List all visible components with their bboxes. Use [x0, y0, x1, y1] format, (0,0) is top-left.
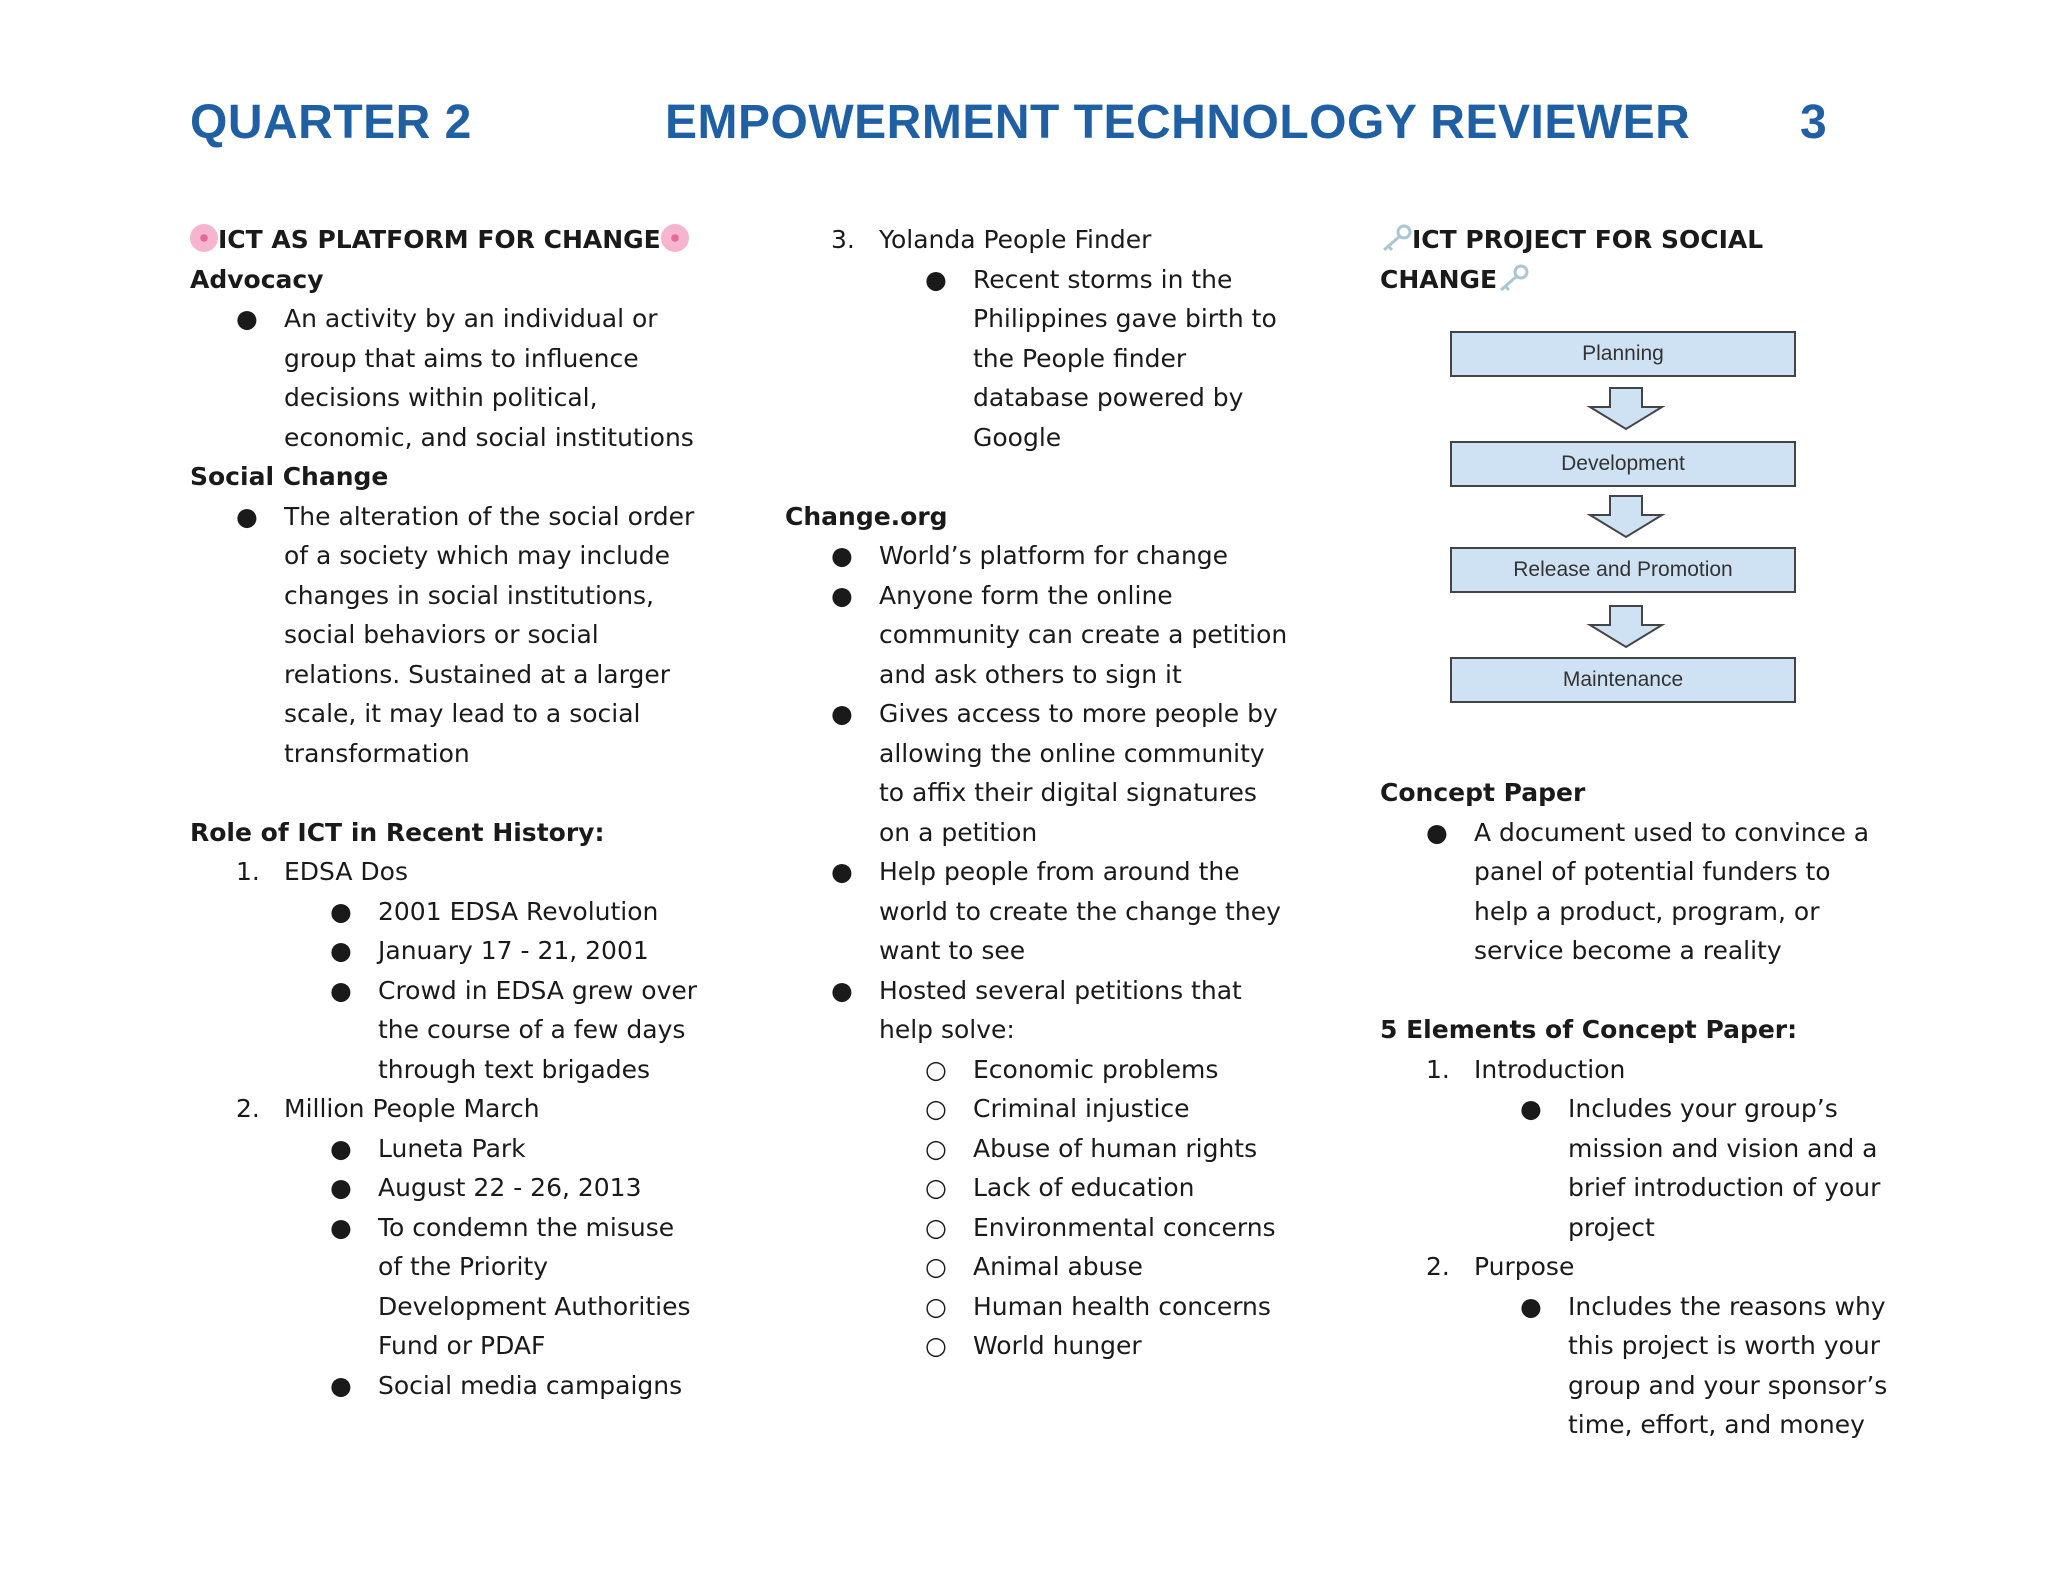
document-title: EMPOWERMENT TECHNOLOGY REVIEWER [665, 96, 1691, 149]
header-left: QUARTER 2 [190, 96, 472, 149]
list-item: the People finder [973, 343, 1187, 373]
key-icon [1380, 224, 1412, 252]
list-item: want to see [879, 936, 1026, 965]
hollow-bullet-icon: ○ [925, 1212, 947, 1242]
list-item: ● World’s platform for change [785, 536, 948, 576]
list-item: ● Social media campaigns [190, 1366, 689, 1406]
bullet-icon: ● [831, 541, 853, 570]
concept-paper-heading: Concept Paper [1380, 778, 1586, 807]
bullet-icon: ● [236, 501, 258, 531]
list-item: this project is worth your [1568, 1331, 1881, 1360]
list-item: ● Anyone form the online [785, 576, 948, 616]
list-item: to affix their digital signatures [879, 778, 1257, 807]
bullet-icon: ● [831, 857, 853, 886]
list-item: Google [973, 422, 1062, 452]
hollow-bullet-icon: ○ [925, 1173, 947, 1202]
bullet-icon: ● [236, 304, 258, 333]
flow-step-maintenance: Maintenance [1450, 657, 1796, 703]
key-icon [1497, 264, 1529, 292]
bullet-icon: ● [1520, 1094, 1542, 1123]
advocacy-heading: Advocacy [190, 264, 324, 294]
list-item: ● Help people from around the [785, 852, 948, 892]
bullet-icon: ● [330, 1212, 352, 1242]
down-arrow-icon [1586, 605, 1666, 649]
cherry-blossom-icon [190, 224, 218, 252]
elements-heading: 5 Elements of Concept Paper: [1380, 1015, 1798, 1044]
list-item: ● Includes your group’s [1380, 1089, 1797, 1129]
list-item: of a society which may include [284, 541, 671, 570]
sub-list-item: ○ Environmental concerns [785, 1208, 948, 1248]
list-item: transformation [284, 738, 470, 768]
list-item: economic, and social institutions [284, 422, 694, 452]
sub-list-item: ○ Criminal injustice [785, 1089, 948, 1129]
list-item: ● The alteration of the social order [190, 497, 689, 537]
hollow-bullet-icon: ○ [925, 1252, 947, 1281]
sub-list-item: ○ World hunger [785, 1326, 948, 1366]
down-arrow-icon [1586, 495, 1666, 539]
column-1 [190, 220, 698, 1405]
list-item: group and your sponsor’s [1568, 1370, 1888, 1400]
list-item: ● An activity by an individual or [190, 299, 689, 339]
social-change-heading: Social Change [190, 462, 389, 491]
list-item: help solve: [879, 1015, 1015, 1044]
list-item: of the Priority [378, 1252, 548, 1281]
role-heading: Role of ICT in Recent History: [190, 817, 605, 847]
bullet-icon: ● [831, 975, 853, 1005]
list-item: through text brigades [378, 1054, 651, 1084]
list-item: on a petition [879, 817, 1038, 847]
list-item: ● To condemn the misuse [190, 1208, 689, 1248]
list-item: panel of potential funders to [1474, 857, 1831, 886]
sub-list-item: ○ Animal abuse [785, 1247, 948, 1287]
bullet-icon: ● [925, 264, 947, 294]
bullet-icon: ● [330, 975, 352, 1005]
list-item: Philippines gave birth to [973, 304, 1277, 333]
list-item: database powered by [973, 383, 1244, 412]
flow-step-development: Development [1450, 441, 1796, 487]
hollow-bullet-icon: ○ [925, 1291, 947, 1321]
sub-list-item: ○ Human health concerns [785, 1287, 948, 1327]
bullet-icon: ● [831, 580, 853, 610]
sub-list-item: ○ Lack of education [785, 1168, 948, 1208]
list-item: brief introduction of your [1568, 1173, 1881, 1202]
bullet-icon: ● [330, 1133, 352, 1163]
list-item: community can create a petition [879, 620, 1288, 649]
list-item: social behaviors or social [284, 620, 599, 649]
section-title-continued: CHANGE [1380, 260, 1797, 300]
list-item: project [1568, 1212, 1655, 1242]
list-item: time, effort, and money [1568, 1410, 1865, 1439]
section-title: ICT AS PLATFORM FOR CHANGE [190, 220, 689, 260]
list-item: mission and vision and a [1568, 1133, 1878, 1163]
hollow-bullet-icon: ○ [925, 1054, 947, 1084]
list-item: ● Hosted several petitions that [785, 971, 948, 1011]
down-arrow-icon [1586, 387, 1666, 431]
sub-list-item: ○ Economic problems [785, 1050, 948, 1090]
list-item: scale, it may lead to a social [284, 699, 641, 728]
list-item: ● Includes the reasons why [1380, 1287, 1797, 1327]
numbered-item: 1. Introduction [1426, 1054, 1626, 1084]
bullet-icon: ● [1520, 1291, 1542, 1321]
page-number: 3 [1800, 96, 1828, 149]
list-item: changes in social institutions, [284, 580, 655, 610]
list-item: Development Authorities [378, 1291, 691, 1321]
numbered-item: 2. Purpose [1426, 1252, 1575, 1281]
list-item: and ask others to sign it [879, 659, 1182, 689]
list-item: relations. Sustained at a larger [284, 659, 670, 689]
list-item: ● Luneta Park [190, 1129, 689, 1169]
numbered-item: 3. Yolanda People Finder [831, 225, 1152, 254]
list-item: ● Recent storms in the [785, 260, 948, 300]
list-item: service become a reality [1474, 936, 1782, 965]
list-item: the course of a few days [378, 1015, 686, 1044]
flow-step-planning: Planning [1450, 331, 1796, 377]
numbered-item: 2. Million People March [236, 1094, 540, 1123]
list-item: ● August 22 - 26, 2013 [190, 1168, 689, 1208]
list-item: ● Crowd in EDSA grew over [190, 971, 689, 1011]
change-org-heading: Change.org [785, 501, 948, 531]
bullet-icon: ● [330, 1173, 352, 1202]
list-item: Fund or PDAF [378, 1331, 546, 1360]
list-item: ● January 17 - 21, 2001 [190, 931, 689, 971]
bullet-icon: ● [831, 699, 853, 728]
hollow-bullet-icon: ○ [925, 1331, 947, 1360]
bullet-icon: ● [1426, 817, 1448, 847]
list-item: help a product, program, or [1474, 896, 1820, 926]
hollow-bullet-icon: ○ [925, 1094, 947, 1123]
list-item: world to create the change they [879, 896, 1281, 926]
flow-step-release-promotion: Release and Promotion [1450, 547, 1796, 593]
numbered-item: 1. EDSA Dos [236, 857, 408, 886]
list-item: ● Gives access to more people by [785, 694, 948, 734]
hollow-bullet-icon: ○ [925, 1133, 947, 1163]
bullet-icon: ● [330, 1370, 352, 1400]
list-item: allowing the online community [879, 738, 1265, 768]
bullet-icon: ● [330, 936, 352, 965]
bullet-icon: ● [330, 896, 352, 926]
column-2 [785, 220, 1288, 1366]
section-title: ICT PROJECT FOR SOCIAL [1380, 220, 1797, 260]
list-item: ● 2001 EDSA Revolution [190, 892, 689, 932]
cherry-blossom-icon [661, 224, 689, 252]
list-item: ● A document used to convince a [1380, 813, 1797, 853]
sub-list-item: ○ Abuse of human rights [785, 1129, 948, 1169]
list-item: decisions within political, [284, 383, 598, 412]
list-item: group that aims to influence [284, 343, 639, 373]
